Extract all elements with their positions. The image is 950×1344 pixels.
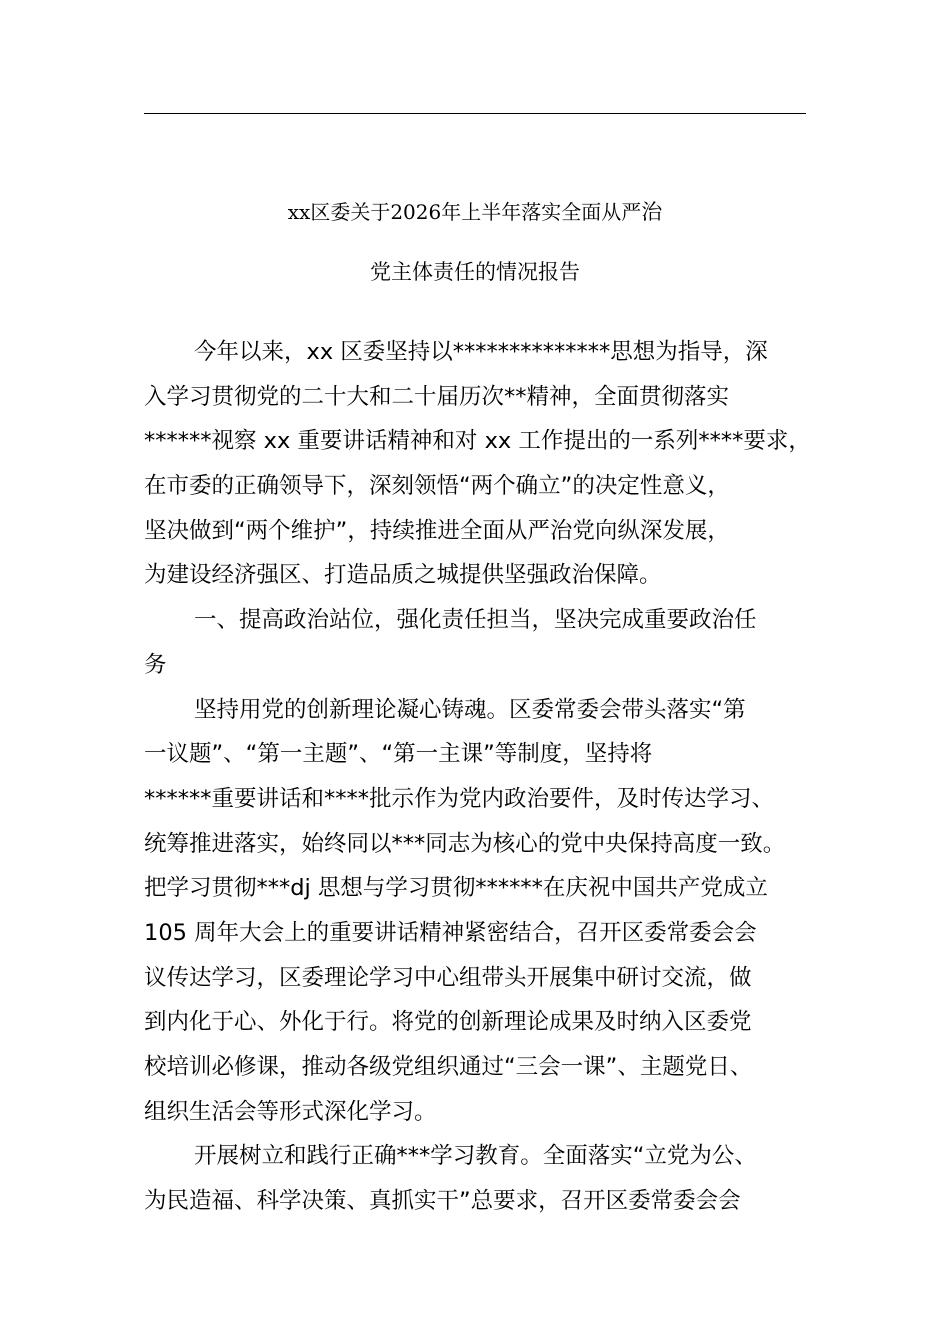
body-line: 一议题”、“第一主题”、“第一主课”等制度，坚持将 <box>144 741 653 768</box>
body-line: 务 <box>144 651 167 678</box>
body-line: 统筹推进落实，始终同以***同志为核心的党中央保持高度一致。 <box>144 830 786 857</box>
body-line: 坚持用党的创新理论凝心铸魂。区委常委会带头落实“第 <box>194 696 746 723</box>
body-line: 坚决做到“两个维护”，持续推进全面从严治党向纵深发展， <box>144 517 730 544</box>
body-line: 组织生活会等形式深化学习。 <box>144 1098 437 1125</box>
body-line: 开展树立和践行正确***学习教育。全面落实“立党为公、 <box>194 1143 757 1170</box>
body-line: ******视察 xx 重要讲话精神和对 xx 工作提出的一系列****要求， <box>144 428 811 455</box>
body-line: 一、提高政治站位，强化责任担当，坚决完成重要政治任 <box>194 607 757 634</box>
document-title <box>0 192 950 232</box>
document-body <box>144 330 816 1224</box>
body-line: 把学习贯彻***dj 思想与学习贯彻******在庆祝中国共产党成立 <box>144 875 768 902</box>
body-line: 到内化于心、外化于行。将党的创新理论成果及时纳入区委党 <box>144 1009 752 1036</box>
body-line: 议传达学习，区委理论学习中心组带头开展集中研讨交流，做 <box>144 964 752 991</box>
body-line: 入学习贯彻党的二十大和二十届历次**精神，全面贯彻落实 <box>144 383 730 410</box>
title-main: xx区委关于2026年上半年落实全面从严 <box>287 200 642 224</box>
title-tail: 治 <box>641 200 663 224</box>
body-line: ******重要讲话和****批示作为党内政治要件，及时传达学习、 <box>144 785 775 812</box>
body-line: 在市委的正确领导下，深刻领悟“两个确立”的决定性意义， <box>144 473 730 500</box>
body-line: 今年以来，xx 区委坚持以**************思想为指导，深 <box>194 339 768 365</box>
body-line: 校培训必修课，推动各级党组织通过“三会一课”、主题党日、 <box>144 1054 753 1080</box>
header-rule <box>144 113 806 114</box>
document-subtitle: 党主体责任的情况报告 <box>370 260 580 284</box>
body-line: 为民造福、科学决策、真抓实干”总要求，召开区委常委会会 <box>144 1188 741 1215</box>
body-line: 为建设经济强区、打造品质之城提供坚强政治保障。 <box>144 562 662 589</box>
body-line: 105 周年大会上的重要讲话精神紧密结合，召开区委常委会会 <box>144 919 757 946</box>
